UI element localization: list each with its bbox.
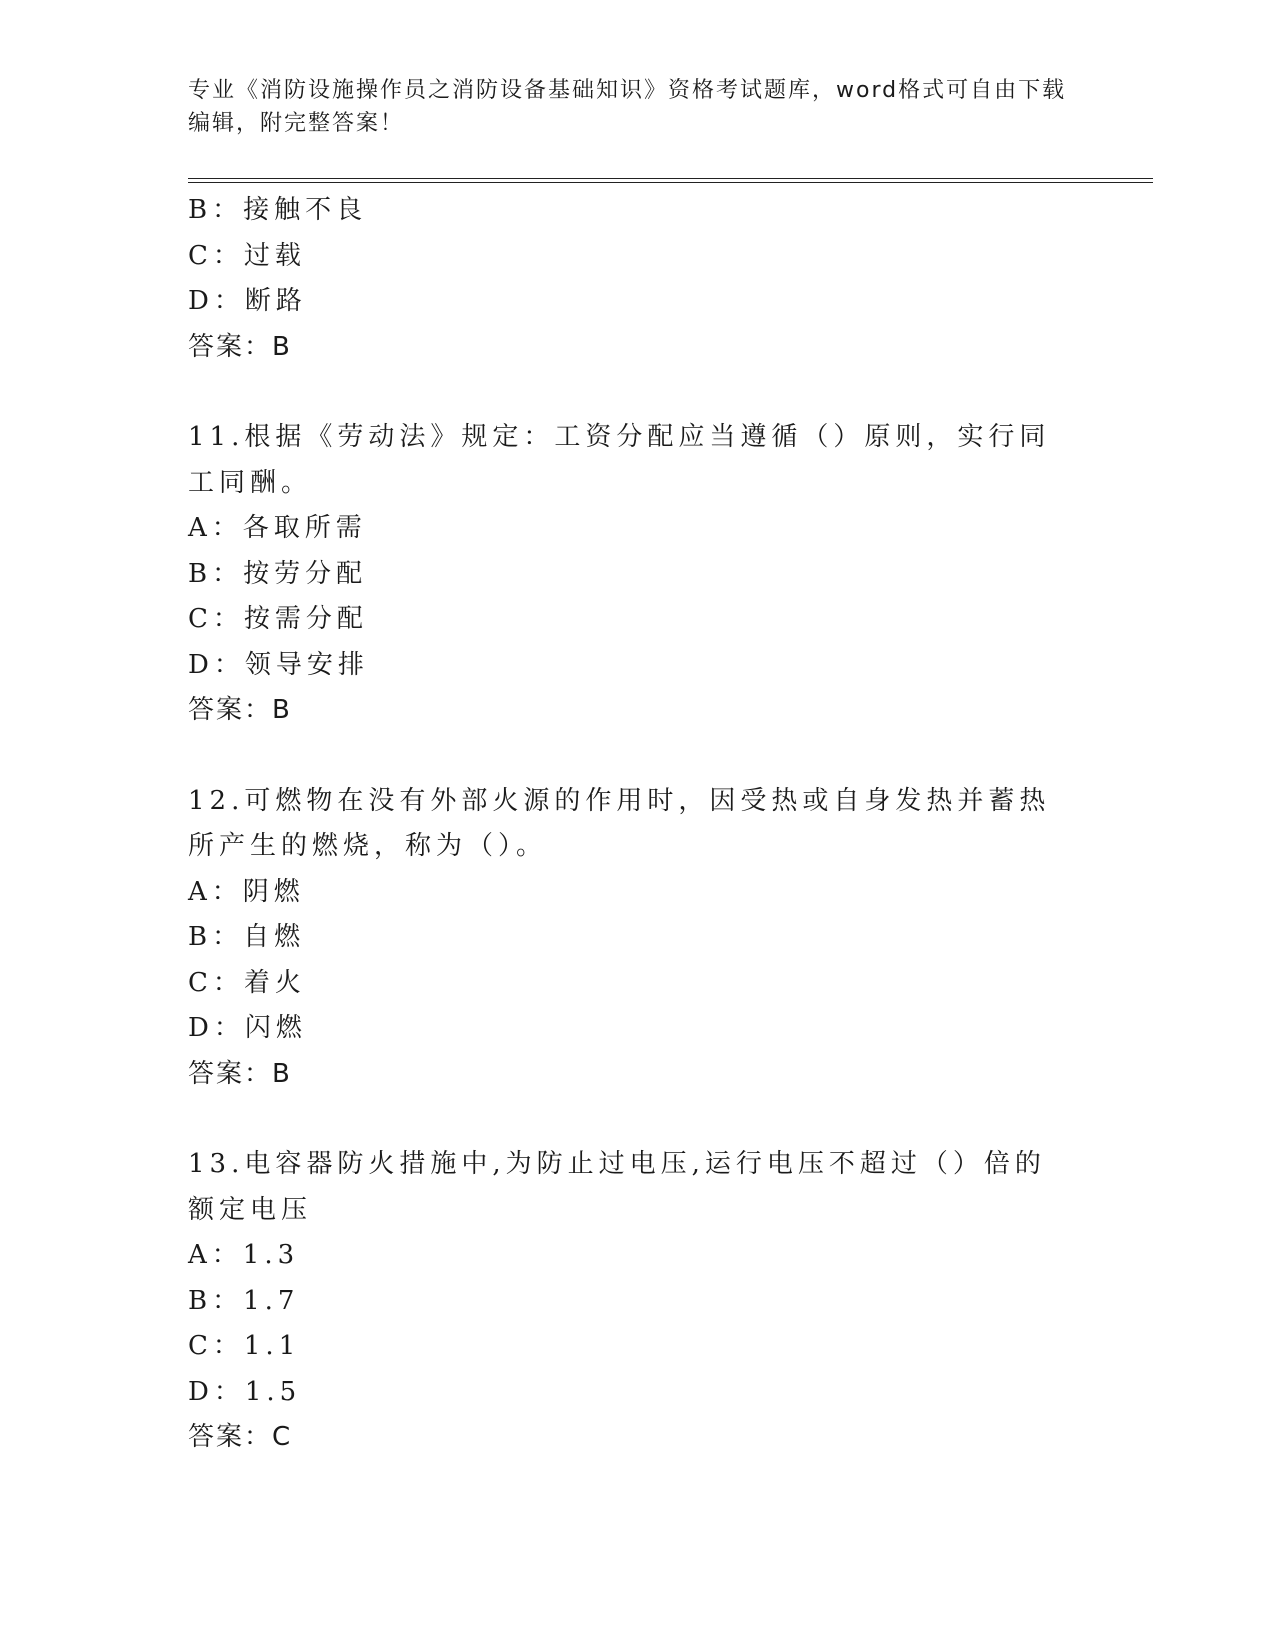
question-block-12 bbox=[188, 779, 1088, 1098]
option-c: C：着火 bbox=[188, 967, 306, 998]
option-b: B：接触不良 bbox=[188, 195, 368, 225]
question-block-10-tail bbox=[188, 188, 1088, 370]
option-d: D：闪燃 bbox=[188, 1013, 307, 1043]
document-header: 专业《消防设施操作员之消防设备基础知识》资格考试题库，word格式可自由下载编辑，附完整答案！ bbox=[188, 78, 1067, 136]
question-block-13 bbox=[188, 1142, 1088, 1461]
option-b: B：1.7 bbox=[188, 1285, 300, 1316]
answer-line: 答案：B bbox=[188, 331, 292, 362]
option-d: D：断路 bbox=[188, 286, 307, 316]
answer-line: 答案：B bbox=[188, 695, 292, 725]
spacer bbox=[188, 734, 1088, 779]
spacer bbox=[188, 1097, 1088, 1142]
question-text: 13.电容器防火措施中,为防止过电压,运行电压不超过（）倍的额定电压 bbox=[188, 1149, 1046, 1225]
option-d: D：领导安排 bbox=[188, 649, 369, 680]
option-b: B：按劳分配 bbox=[188, 558, 368, 589]
question-text: 12.可燃物在没有外部火源的作用时，因受热或自身发热并蓄热所产生的燃烧，称为（）。 bbox=[188, 785, 1051, 861]
question-text: 11.根据《劳动法》规定：工资分配应当遵循（）原则，实行同工同酬。 bbox=[188, 422, 1051, 498]
option-d: D：1.5 bbox=[188, 1376, 302, 1407]
option-a: A：各取所需 bbox=[188, 513, 367, 543]
question-block-11 bbox=[188, 415, 1088, 734]
header-divider bbox=[188, 178, 1153, 183]
option-a: A：1.3 bbox=[188, 1240, 300, 1270]
option-a: A：阴燃 bbox=[188, 876, 305, 907]
option-c: C：过载 bbox=[188, 240, 306, 271]
option-b: B：自燃 bbox=[188, 922, 306, 952]
question-content bbox=[188, 188, 1088, 1461]
option-c: C：1.1 bbox=[188, 1331, 301, 1361]
answer-line: 答案：B bbox=[188, 1058, 292, 1089]
spacer bbox=[188, 370, 1088, 415]
option-c: C：按需分配 bbox=[188, 604, 368, 634]
answer-line: 答案：C bbox=[188, 1422, 293, 1452]
